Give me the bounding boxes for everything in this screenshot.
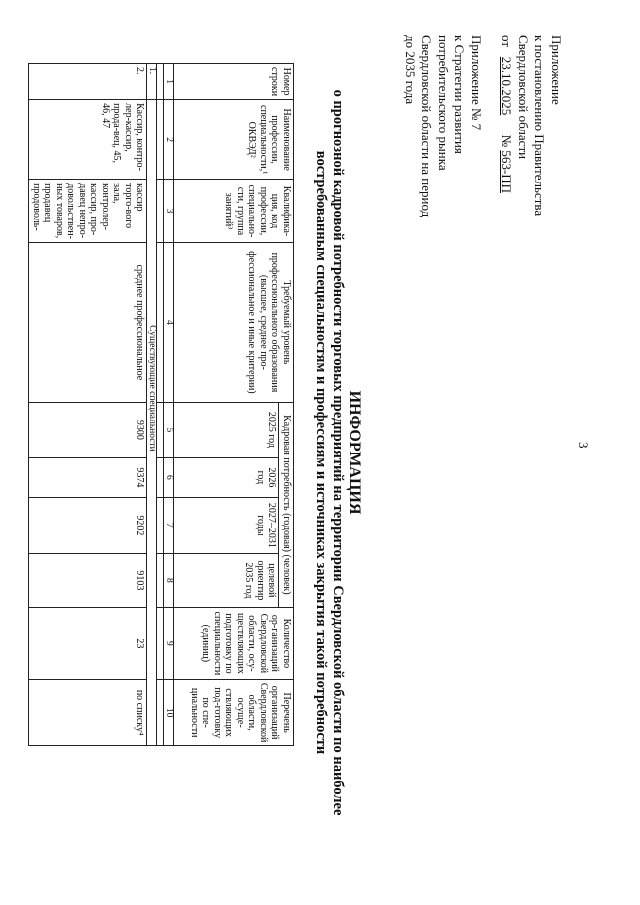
column-number: 8 (164, 553, 174, 607)
header-row-number: Номер строки (174, 64, 294, 100)
appendix-line: Свердловской области (516, 35, 531, 160)
column-number: 4 (164, 242, 174, 402)
demand-table (29, 63, 295, 746)
header-education: Требуемый уровень профессионального образования (высшее, среднее про-фессиональное и иные критерии) (174, 242, 294, 402)
appendix-date-line (498, 35, 515, 217)
document-number: 563-ПП (499, 150, 515, 194)
date-prefix: от (499, 35, 515, 48)
column-number: 6 (164, 457, 174, 497)
row-2026: 9374 (29, 457, 147, 497)
header-2025: 2025 год (174, 402, 279, 457)
row-target: 9103 (29, 553, 147, 607)
document-date: 23.10.2025 (499, 56, 515, 116)
header-demand-group: Кадровая потребность (годовая) (человек) (279, 402, 294, 607)
column-number: 9 (164, 607, 174, 679)
section-row-number: 1. (147, 64, 157, 100)
appendix-line: Приложение № 7 (469, 35, 484, 131)
row-2027-2031: 9202 (29, 497, 147, 553)
appendix-line: потребительского рынка (436, 35, 451, 171)
section-row (147, 64, 157, 746)
appendix-line: до 2035 года (403, 35, 418, 105)
appendix-line: к Стратегии развития (452, 35, 468, 154)
column-number: 3 (164, 180, 174, 243)
column-number: 7 (164, 497, 174, 553)
row-education: среднее профессиональное (29, 242, 147, 402)
section-title: Существующие специальности (147, 100, 157, 746)
header-target: целевой ориентир 2035 год (174, 553, 279, 607)
table-header-row (279, 64, 294, 746)
column-number: 1 (164, 64, 174, 100)
column-number: 10 (164, 679, 174, 746)
appendix-line: Свердловской области на период (419, 35, 435, 218)
column-number: 2 (164, 100, 174, 180)
document-heading (312, 0, 363, 905)
row-2025: 9300 (29, 402, 147, 457)
number-prefix: № (499, 134, 515, 148)
row-name: Кассир, контро-лер-кассир, прода-вец, 45, 46, 47 (29, 100, 147, 180)
column-number: 5 (164, 402, 174, 457)
appendix-block (402, 35, 565, 217)
heading-line: о прогнозной кадровой потребности торговых предприятий на территории Свердловской области по наиболее (330, 89, 346, 816)
heading-title: ИНФОРМАЦИЯ (346, 390, 363, 515)
row-number: 2. (29, 64, 147, 100)
column-number-row (164, 64, 174, 746)
row-org-count: 23 (29, 607, 147, 679)
row-qualification: кассир торго-вого зала, контролер-кассир, про-давец непро-довольствен-ных товаров, продавец продоволь- (29, 180, 147, 243)
header-org-list: Перечень организаций Свердловской области, осуще-ствляющих под-готовку по спе-циальности (174, 679, 294, 746)
table-row (29, 64, 147, 746)
appendix-line: к постановлению Правительства (532, 35, 548, 217)
row-org-list: по списку⁴ (29, 679, 147, 746)
appendix-line: Приложение (549, 35, 564, 105)
heading-line: востребованным специальностям и профессиям и источниках закрытия такой потребности (313, 150, 329, 755)
header-org-count: Количество ор-ганизаций Свердловской области, осу-ществляющих подготовку по специальности (единиц) (174, 607, 294, 679)
header-qualification: Квалифика-ция, код профессии, специально-сти, группа занятий³ (174, 180, 294, 243)
header-2026: 2026 год (174, 457, 279, 497)
page-number: 3 (576, 442, 591, 449)
header-name: Наименование профессии, специальности,¹ ОКВЭД² (174, 100, 294, 180)
header-2027-2031: 2027–2031 годы (174, 497, 279, 553)
spacer-row (157, 64, 164, 746)
